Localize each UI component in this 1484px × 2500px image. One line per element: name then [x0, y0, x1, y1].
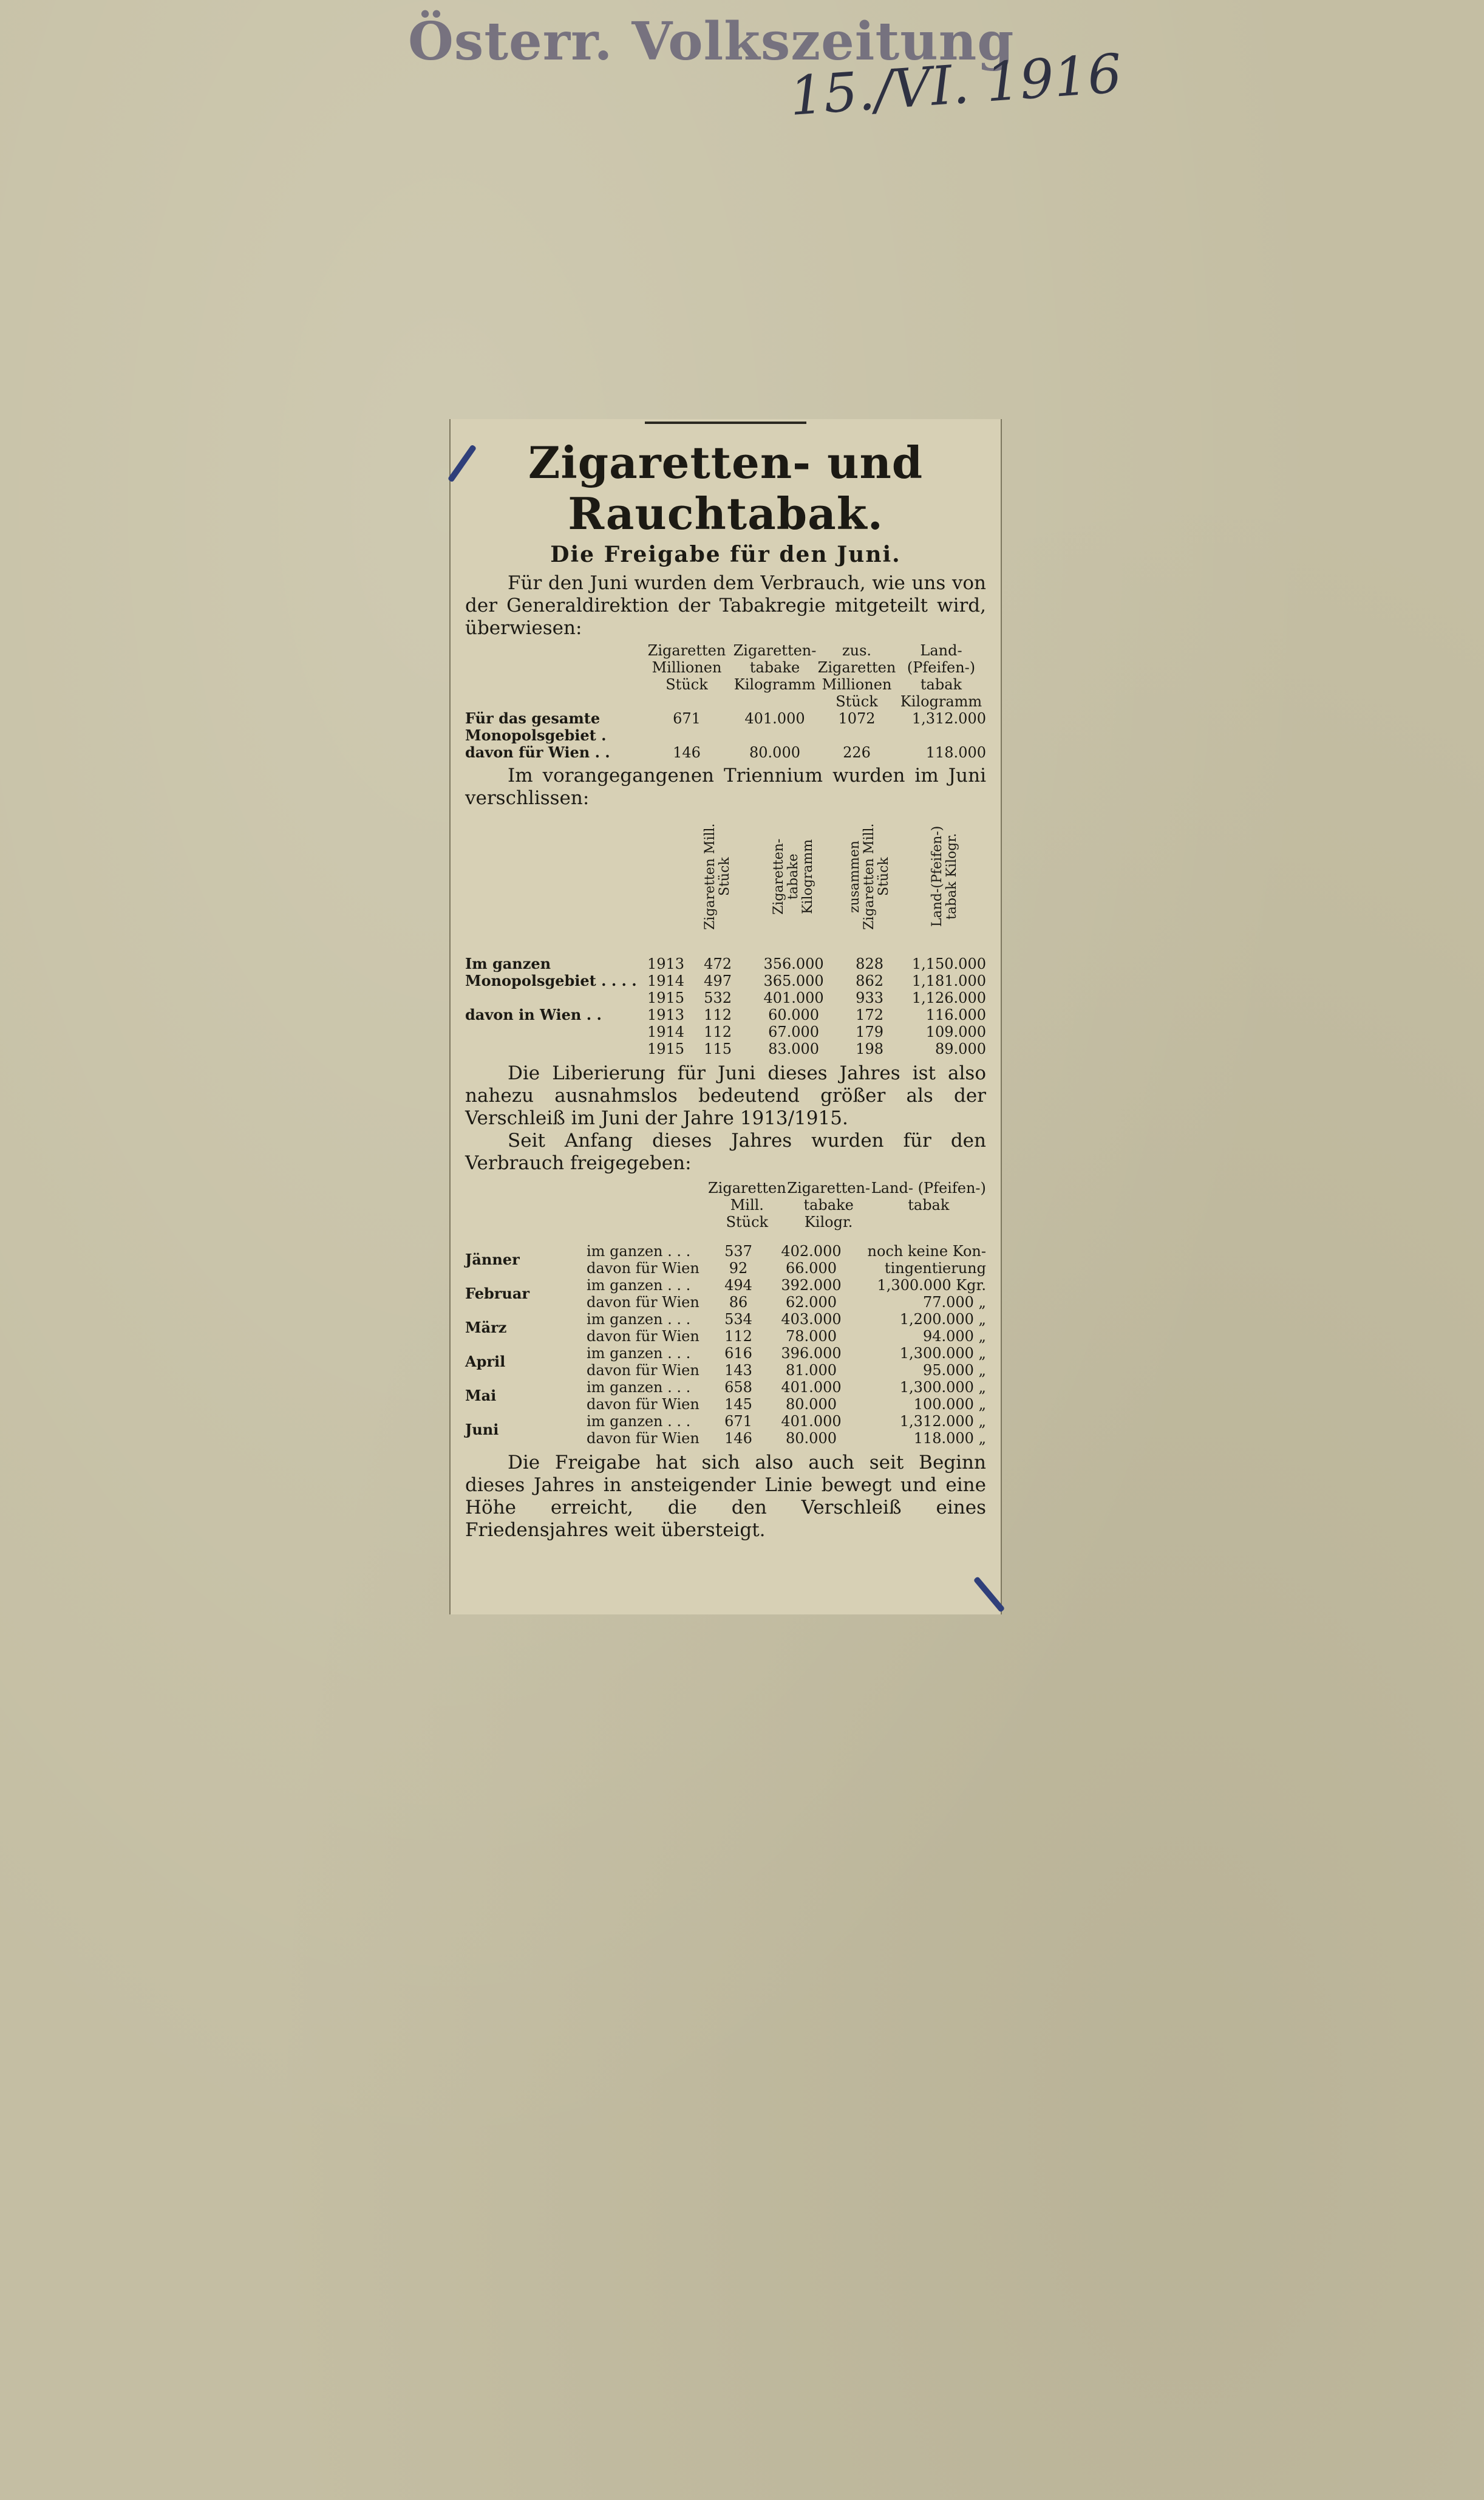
- table-cell: 77.000 „: [922, 1294, 986, 1311]
- row-label: davon für Wien: [587, 1396, 699, 1413]
- month-label: April: [465, 1353, 506, 1370]
- table-cell: 112: [724, 1328, 752, 1345]
- table-row: [465, 1277, 986, 1294]
- column-header: Zigaretten Mill. Stück: [708, 1180, 786, 1231]
- table-cell: 143: [724, 1362, 752, 1379]
- table-cell: 95.000 „: [922, 1362, 986, 1379]
- table-row: [465, 1413, 986, 1430]
- column-header: Zigaretten Mill. Stück: [703, 823, 733, 930]
- table-cell: 1,300.000 Kgr.: [877, 1277, 986, 1294]
- table-cell: 146: [724, 1430, 752, 1447]
- since-january-paragraph: Seit Anfang dieses Jahres wurden für den Verbrauch freigegeben:: [465, 1130, 986, 1174]
- monthly-release-table: [465, 1180, 986, 1243]
- table-cell: 356.000: [763, 955, 824, 972]
- row-label: davon für Wien: [587, 1260, 699, 1277]
- table-cell: 80.000: [786, 1430, 837, 1447]
- table-cell: 1,181.000: [911, 972, 986, 989]
- table-cell: 402.000: [781, 1243, 842, 1260]
- table-cell: 81.000: [786, 1362, 837, 1379]
- table-cell: 1,150.000: [911, 955, 986, 972]
- row-label: Für das gesamte Monopolsgebiet .: [465, 709, 607, 744]
- table-cell: 92: [729, 1260, 748, 1277]
- row-label: davon für Wien: [587, 1362, 699, 1379]
- table-cell: 62.000: [786, 1294, 837, 1311]
- month-label: Juni: [465, 1421, 499, 1438]
- intro-paragraph: Für den Juni wurden dem Verbrauch, wie uns von der Generaldirektion der Tabakregie mitgeteilt wird, überwiesen:: [465, 572, 986, 639]
- column-header: Land- (Pfeifen-) tabak Kilogramm: [900, 642, 982, 710]
- table-cell: 172: [856, 1006, 883, 1023]
- row-label: im ganzen . . .: [587, 1277, 691, 1294]
- table-cell: 116.000: [925, 1006, 986, 1023]
- monthly-rows: [465, 1243, 986, 1447]
- table-cell: 94.000 „: [922, 1328, 986, 1345]
- column-header: Zigaretten-tabake Kilogramm: [771, 838, 816, 915]
- table-cell: 86: [729, 1294, 748, 1311]
- month-label: März: [465, 1319, 507, 1336]
- table-cell: 396.000: [781, 1345, 842, 1362]
- column-header: Zigaretten Millionen Stück: [647, 642, 726, 693]
- year-cell: 1913: [647, 955, 685, 972]
- table-cell: 828: [856, 955, 883, 972]
- newspaper-clipping: [449, 419, 1002, 1614]
- table-cell: 403.000: [781, 1311, 842, 1328]
- year-cell: 1915: [647, 989, 685, 1006]
- table-cell: noch keine Kon-: [867, 1243, 986, 1260]
- table-cell: 78.000: [786, 1328, 837, 1345]
- table-cell: 534: [724, 1311, 752, 1328]
- year-cell: 1915: [647, 1040, 685, 1057]
- table-cell: 145: [724, 1396, 752, 1413]
- row-label: im ganzen . . .: [587, 1379, 691, 1396]
- column-header: zusammen Zigaretten Mill. Stück: [847, 823, 892, 930]
- triennium-paragraph: Im vorangegangenen Triennium wurden im Juni verschlissen:: [465, 765, 986, 809]
- table-cell: 401.000: [781, 1379, 842, 1396]
- table-cell: 401.000: [763, 989, 824, 1006]
- table-row: [465, 1311, 986, 1328]
- row-label: im ganzen . . .: [587, 1345, 691, 1362]
- table-cell: 1,126.000: [911, 989, 986, 1006]
- table-row: [465, 1243, 986, 1260]
- table-cell: 933: [856, 989, 883, 1006]
- table-header-row: [465, 642, 986, 710]
- group-label: davon in Wien . .: [465, 1006, 602, 1023]
- column-header: Land- (Pfeifen-) tabak: [871, 1180, 986, 1214]
- top-rule: [645, 422, 806, 424]
- table-cell: 1,312.000: [911, 710, 986, 727]
- conclusion-paragraph: Die Freigabe hat sich also auch seit Beginn dieses Jahres in ansteigender Linie bewegt und eine Höhe erreicht, die den Verschleiß eines Friedensjahres weit übersteigt.: [465, 1452, 986, 1541]
- table-cell: 118.000: [925, 744, 986, 761]
- table-cell: 532: [704, 989, 732, 1006]
- handwritten-date: 15./VI. 1916: [788, 42, 1124, 128]
- table-cell: 83.000: [768, 1040, 820, 1057]
- table-cell: 1,200.000 „: [899, 1311, 986, 1328]
- article-headline: Zigaretten- und Rauchtabak.: [528, 437, 924, 539]
- table-row: [465, 744, 986, 761]
- table-cell: 401.000: [781, 1413, 842, 1430]
- column-header: Zigaretten-tabake Kilogramm: [733, 642, 817, 693]
- month-label: Jänner: [465, 1251, 520, 1268]
- row-label: im ganzen . . .: [587, 1311, 691, 1328]
- table-row: [465, 1006, 986, 1023]
- table-cell: 100.000 „: [913, 1396, 986, 1413]
- table-cell: 1,312.000 „: [899, 1413, 986, 1430]
- table-cell: 115: [704, 1040, 732, 1057]
- column-header: zus. Zigaretten Millionen Stück: [817, 642, 896, 710]
- table-cell: 80.000: [749, 744, 800, 761]
- row-label: davon für Wien: [587, 1430, 699, 1447]
- year-cell: 1913: [647, 1006, 685, 1023]
- month-label: Mai: [465, 1387, 497, 1404]
- row-label: im ganzen . . .: [587, 1413, 691, 1430]
- table-cell: 365.000: [763, 972, 824, 989]
- table-row: [465, 1345, 986, 1362]
- table-cell: 89.000: [935, 1040, 986, 1057]
- table-cell: 497: [704, 972, 732, 989]
- table-cell: 862: [856, 972, 883, 989]
- june-allocation-table: [465, 642, 986, 761]
- article-subheadline: Die Freigabe für den Juni.: [550, 542, 901, 567]
- table-cell: 146: [673, 744, 701, 761]
- table-cell: 1,300.000 „: [899, 1345, 986, 1362]
- table-header-row: [465, 816, 986, 941]
- row-label: im ganzen . . .: [587, 1243, 691, 1260]
- table-cell: 616: [724, 1345, 752, 1362]
- table-cell: 226: [843, 744, 871, 761]
- table-cell: 671: [673, 710, 701, 727]
- table-cell: 392.000: [781, 1277, 842, 1294]
- month-label: Februar: [465, 1285, 530, 1302]
- table-cell: 537: [724, 1243, 752, 1260]
- table-cell: 179: [856, 1023, 883, 1040]
- table-row: [465, 955, 986, 972]
- table-cell: 198: [856, 1040, 883, 1057]
- table-cell: 80.000: [786, 1396, 837, 1413]
- table-cell: 1072: [838, 710, 876, 727]
- blue-pencil-mark: [973, 1576, 1006, 1613]
- table-cell: 112: [704, 1006, 732, 1023]
- table-header-row: [465, 1180, 986, 1231]
- table-cell: 658: [724, 1379, 752, 1396]
- newspaper-stamp: Österr. Volkszeitung: [408, 11, 1015, 72]
- group-label: Im ganzen Monopolsgebiet . . . .: [465, 955, 637, 989]
- table-cell: 118.000 „: [913, 1430, 986, 1447]
- row-label: davon für Wien . .: [465, 743, 610, 761]
- triennium-table: [465, 816, 986, 1057]
- table-cell: 67.000: [768, 1023, 820, 1040]
- table-cell: 1,300.000 „: [899, 1379, 986, 1396]
- table-cell: 494: [724, 1277, 752, 1294]
- liberation-paragraph: Die Liberierung für Juni dieses Jahres ist also nahezu ausnahmslos bedeutend größer als der Verschleiß im Juni der Jahre 1913/1915.: [465, 1062, 986, 1129]
- table-cell: 60.000: [768, 1006, 820, 1023]
- table-row: [465, 1379, 986, 1396]
- row-label: davon für Wien: [587, 1328, 699, 1345]
- table-cell: 66.000: [786, 1260, 837, 1277]
- table-cell: 401.000: [744, 710, 805, 727]
- table-cell: tingentierung: [884, 1260, 986, 1277]
- table-row: [465, 710, 986, 744]
- table-cell: 472: [704, 955, 732, 972]
- table-cell: 109.000: [925, 1023, 986, 1040]
- row-label: davon für Wien: [587, 1294, 699, 1311]
- column-header: Zigaretten-tabake Kilogr.: [787, 1180, 871, 1231]
- table-cell: 671: [724, 1413, 752, 1430]
- year-cell: 1914: [647, 1023, 685, 1040]
- year-cell: 1914: [647, 972, 685, 989]
- table-cell: 112: [704, 1023, 732, 1040]
- column-header: Land-(Pfeifen-) tabak Kilogr.: [929, 825, 959, 927]
